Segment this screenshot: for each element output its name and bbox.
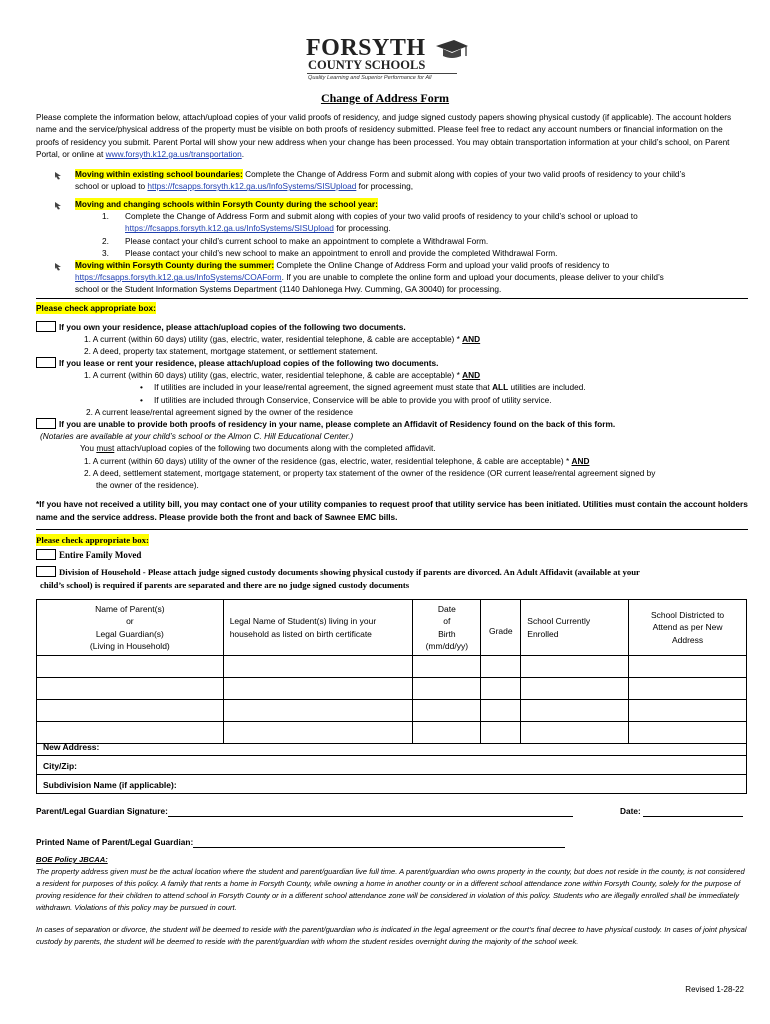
col-school-enrolled bbox=[521, 600, 629, 656]
col-dob bbox=[413, 600, 481, 656]
list-number: 3. bbox=[102, 247, 109, 258]
division-checkbox[interactable] bbox=[36, 566, 56, 577]
new-address-field[interactable] bbox=[36, 737, 747, 756]
aff-intro-b: attach/upload copies of the following two documents along with the completed affidavit. bbox=[114, 443, 436, 454]
aff-intro-must: must bbox=[96, 443, 115, 454]
notaries-note: (Notaries are available at your child’s school or the Almon C. Hill Educational Center.) bbox=[40, 431, 354, 442]
table-cell[interactable] bbox=[223, 678, 413, 700]
header-line: or bbox=[126, 616, 134, 626]
subdivision-field[interactable] bbox=[36, 775, 747, 794]
family-moved-checkbox[interactable] bbox=[36, 549, 56, 560]
table-cell[interactable] bbox=[481, 700, 521, 722]
affidavit-title: If you are unable to provide both proofs of residency in your name, please complete an Affidavit of Residency found on the back of this form. bbox=[59, 419, 616, 429]
bullet3-text: Complete the Online Change of Address Form and upload your valid proofs of residency to bbox=[274, 260, 610, 270]
printed-name-line[interactable] bbox=[193, 838, 565, 848]
bullet2-item1: Complete the Change of Address Form and submit along with copies of your two valid proofs of residency to your child’s school or upload to bbox=[125, 211, 638, 222]
bullet1-label: Moving within existing school boundaries: bbox=[75, 169, 243, 179]
bullet-summer bbox=[75, 259, 747, 296]
bullet3-text3: school or the Student Information Systems Department (1140 Dahlonega Hwy. Cumming, GA 30040) for processing. bbox=[75, 284, 502, 295]
aff-item2: 2. A deed, settlement statement, mortgage statement, or property tax statement of the owner of the residence (OR current lease/rental agreement signed by bbox=[84, 467, 656, 478]
aff-item2b: the owner of the residence). bbox=[96, 480, 199, 491]
city-zip-label: City/Zip: bbox=[43, 761, 77, 771]
bullet1-text: Complete the Change of Address Form and submit along with copies of your two valid proofs of residency to your child’s bbox=[242, 169, 686, 179]
family-moved-option bbox=[36, 549, 141, 561]
logo-tagline: Quality Learning and Superior Performance for All bbox=[308, 75, 432, 81]
bullet-dot: • bbox=[140, 382, 143, 393]
affidavit-option bbox=[36, 418, 748, 491]
intro-text: Please complete the information below, attach/upload copies of your valid proofs of residency, and judge signed custody papers showing physical custody (if applicable). The account holders name and the service/physical address of the property must be visible on both proofs of residency submitted. Please feel free to redact any account numbers or financial information on the proofs of residency you submit. Parent Portal will show your new address when your change has been processed. You may obtain transportation information at your child’s school, on Parent Portal, or online at bbox=[36, 112, 732, 159]
own-item1: 1. A current (within 60 days) utility (gas, electric, water, residential telephone, & cable are acceptable) * bbox=[84, 334, 463, 345]
division-option bbox=[36, 566, 748, 592]
header-line: Legal Name of Student(s) living in your bbox=[229, 616, 377, 626]
intro-paragraph bbox=[36, 111, 748, 160]
printed-name-row bbox=[36, 836, 565, 848]
arrow-bullet-icon bbox=[54, 261, 64, 271]
lease-item2: 2. A current lease/rental agreement signed by the owner of the residence bbox=[86, 406, 354, 417]
district-logo bbox=[302, 36, 472, 86]
date-line[interactable] bbox=[643, 807, 743, 817]
bullet2-item2: Please contact your child’s current school to make an appointment to complete a Withdrawal Form. bbox=[125, 235, 489, 246]
bullet2-item1-end: for processing. bbox=[333, 223, 391, 234]
table-cell[interactable] bbox=[629, 678, 747, 700]
lease-bullet1a: If utilities are included in your lease/rental agreement, the signed agreement must state that bbox=[154, 382, 493, 393]
header-line: School Districted to bbox=[650, 609, 725, 620]
own-item2: 2. A deed, property tax statement, mortgage statement, or settlement statement. bbox=[84, 346, 378, 357]
header-line: household as listed on birth certificate bbox=[229, 628, 372, 639]
coa-form-link[interactable]: https://fcsapps.forsyth.k12.ga.us/InfoSystems/COAForm bbox=[75, 272, 282, 283]
policy-title: BOE Policy JBCAA: bbox=[36, 855, 108, 864]
table-cell[interactable] bbox=[521, 700, 629, 722]
header-line: Address bbox=[671, 634, 704, 645]
table-cell[interactable] bbox=[413, 678, 481, 700]
own-residence-option bbox=[36, 321, 748, 358]
header-line: Date bbox=[437, 603, 456, 614]
bullet-existing-boundaries bbox=[75, 168, 747, 192]
signature-label: Parent/Legal Guardian Signature: bbox=[36, 806, 168, 816]
new-address-label: New Address: bbox=[43, 742, 100, 752]
header-line: (mm/dd/yy) bbox=[425, 641, 469, 651]
lease-bullet1b: utilities are included. bbox=[508, 382, 586, 393]
table-row[interactable] bbox=[37, 656, 747, 678]
table-header-row bbox=[37, 600, 747, 656]
col-parent-name bbox=[37, 600, 224, 656]
bullet2-item3: Please contact your child’s new school to make an appointment to enroll and provide the completed Withdrawal Form. bbox=[125, 247, 558, 258]
signature-row bbox=[36, 805, 573, 817]
header-line: (Living in Household) bbox=[89, 641, 170, 651]
logo-line-2: COUNTY SCHOOLS bbox=[308, 58, 426, 72]
bullet3-label: Moving within Forsyth County during the summer: bbox=[75, 260, 275, 270]
header-line: School Currently bbox=[527, 616, 591, 626]
lease-residence-checkbox[interactable] bbox=[36, 357, 56, 368]
header-line: Legal Guardian(s) bbox=[95, 628, 164, 639]
bullet1-text2: school or upload to bbox=[75, 181, 148, 192]
section1-divider bbox=[36, 298, 748, 299]
table-cell[interactable] bbox=[521, 656, 629, 678]
policy-section bbox=[36, 854, 748, 948]
table-cell[interactable] bbox=[37, 678, 224, 700]
col-grade bbox=[481, 600, 521, 656]
lease-bullet2: If utilities are included through Conservice, Conservice will be able to provide you with proof of utility service. bbox=[154, 394, 552, 405]
city-zip-field[interactable] bbox=[36, 756, 747, 775]
and-label: AND bbox=[571, 455, 590, 466]
table-row[interactable] bbox=[37, 678, 747, 700]
bullet2-label: Moving and changing schools within Forsyth County during the school year: bbox=[75, 199, 378, 209]
list-number: 2. bbox=[102, 235, 109, 246]
and-label: AND bbox=[462, 334, 481, 345]
subdivision-label: Subdivision Name (if applicable): bbox=[43, 780, 177, 790]
date-row bbox=[620, 805, 743, 817]
lease-residence-option bbox=[36, 357, 748, 418]
intro-end: . bbox=[241, 148, 245, 159]
own-title: If you own your residence, please attach/upload copies of the following two documents. bbox=[59, 322, 406, 332]
family-moved-label: Entire Family Moved bbox=[59, 550, 142, 560]
section2-divider bbox=[36, 529, 748, 530]
logo-line-1: FORSYTH bbox=[306, 35, 426, 61]
arrow-bullet-icon bbox=[54, 170, 64, 180]
table-cell[interactable] bbox=[37, 656, 224, 678]
aff-item1: 1. A current (within 60 days) utility of the owner of the residence (gas, electric, water, residential telephone, & cable are acceptable) * bbox=[84, 455, 572, 466]
section2-header: Please check appropriate box: bbox=[36, 535, 149, 545]
table-cell[interactable] bbox=[223, 656, 413, 678]
header-line: Birth bbox=[438, 628, 456, 639]
printed-name-label: Printed Name of Parent/Legal Guardian: bbox=[36, 837, 194, 847]
bullet-changing-schools bbox=[75, 198, 747, 259]
transportation-link[interactable]: www.forsyth.k12.ga.us/transportation bbox=[105, 148, 242, 159]
and-label: AND bbox=[462, 370, 481, 381]
bullet1-end: for processing, bbox=[356, 181, 414, 192]
bullet3-text2: . If you are unable to complete the online form and upload your documents, please deliver to your child’s bbox=[281, 272, 664, 283]
division-label-2: child’s school) is required if parents are separated and there are no judge signed custody documents bbox=[40, 580, 410, 590]
lease-title: If you lease or rent your residence, please attach/upload copies of the following two documents. bbox=[59, 358, 439, 368]
own-residence-checkbox[interactable] bbox=[36, 321, 56, 332]
logo-rule bbox=[307, 73, 457, 74]
table-cell[interactable] bbox=[481, 678, 521, 700]
col-student-name bbox=[223, 600, 413, 656]
lease-bullet1-all: ALL bbox=[492, 382, 509, 393]
utility-note: *If you have not received a utility bill, you may contact one of your utility companies to request proof that utility service has been initiated. Utilities must contain the account holders name and the service address. Please provide both the front and back of Sawnee EMC bills. bbox=[36, 499, 748, 522]
revised-date: Revised 1-28-22 bbox=[685, 985, 744, 994]
date-label: Date: bbox=[620, 806, 644, 816]
signature-line[interactable] bbox=[168, 807, 573, 817]
affidavit-checkbox[interactable] bbox=[36, 418, 56, 429]
aff-intro-a: You bbox=[80, 443, 97, 454]
header-line: Attend as per New bbox=[652, 622, 723, 633]
table-cell[interactable] bbox=[223, 700, 413, 722]
graduation-cap-icon bbox=[434, 38, 470, 62]
form-title: Change of Address Form bbox=[320, 91, 450, 105]
table-cell[interactable] bbox=[481, 656, 521, 678]
arrow-bullet-icon bbox=[54, 200, 64, 210]
lease-item1: 1. A current (within 60 days) utility (gas, electric, water, residential telephone, & cable are acceptable) * bbox=[84, 370, 463, 381]
table-cell[interactable] bbox=[629, 656, 747, 678]
header-line: of bbox=[443, 616, 451, 626]
table-row[interactable] bbox=[37, 700, 747, 722]
policy-paragraph-2: In cases of separation or divorce, the student will be deemed to reside with the parent/guardian who is indicated in the legal agreement or the court’s final decree to have physical custody. In cases of joint physical custody by parents, the student will be deemed to reside with the parent/guardian with whom the student resides overnight during the majority of the school week. bbox=[36, 925, 747, 946]
bullet-dot: • bbox=[140, 394, 143, 405]
table-cell[interactable] bbox=[521, 678, 629, 700]
col-school-districted bbox=[629, 600, 747, 656]
table-cell[interactable] bbox=[37, 700, 224, 722]
section1-header: Please check appropriate box: bbox=[36, 303, 156, 313]
sis-upload-link-1[interactable]: https://fcsapps.forsyth.k12.ga.us/InfoSystems/SISUpload bbox=[147, 181, 357, 192]
header-line: Name of Parent(s) bbox=[95, 603, 165, 614]
student-table bbox=[36, 599, 747, 744]
header-line: Enrolled bbox=[527, 628, 559, 639]
list-number: 1. bbox=[102, 211, 109, 222]
table-cell[interactable] bbox=[413, 700, 481, 722]
sis-upload-link-2[interactable]: https://fcsapps.forsyth.k12.ga.us/InfoSystems/SISUpload bbox=[125, 223, 334, 234]
policy-paragraph-1: The property address given must be the actual location where the student and parent/guardian live full time. A parent/guardian who owns property in the county, but does not reside in the county, is not considered a resident for purposes of this policy. A family that rents a home in Forsyth County, while owning a home in another county or in a different school attendance zone within Forsyth County, solely for the purpose of proving residence for their children to attend school in Forsyth County or in a different school attendance zone will be considered in violation of this policy. Students who are illegally enrolled shall be immediately withdrawn. Violations of this policy may be pursued in court. bbox=[36, 867, 745, 912]
table-cell[interactable] bbox=[413, 656, 481, 678]
table-cell[interactable] bbox=[629, 700, 747, 722]
header-line: Grade bbox=[488, 626, 513, 637]
division-label: Division of Household - Please attach judge signed custody documents showing physical custody if parents are divorced. An Adult Affidavit (available at your bbox=[59, 567, 640, 577]
